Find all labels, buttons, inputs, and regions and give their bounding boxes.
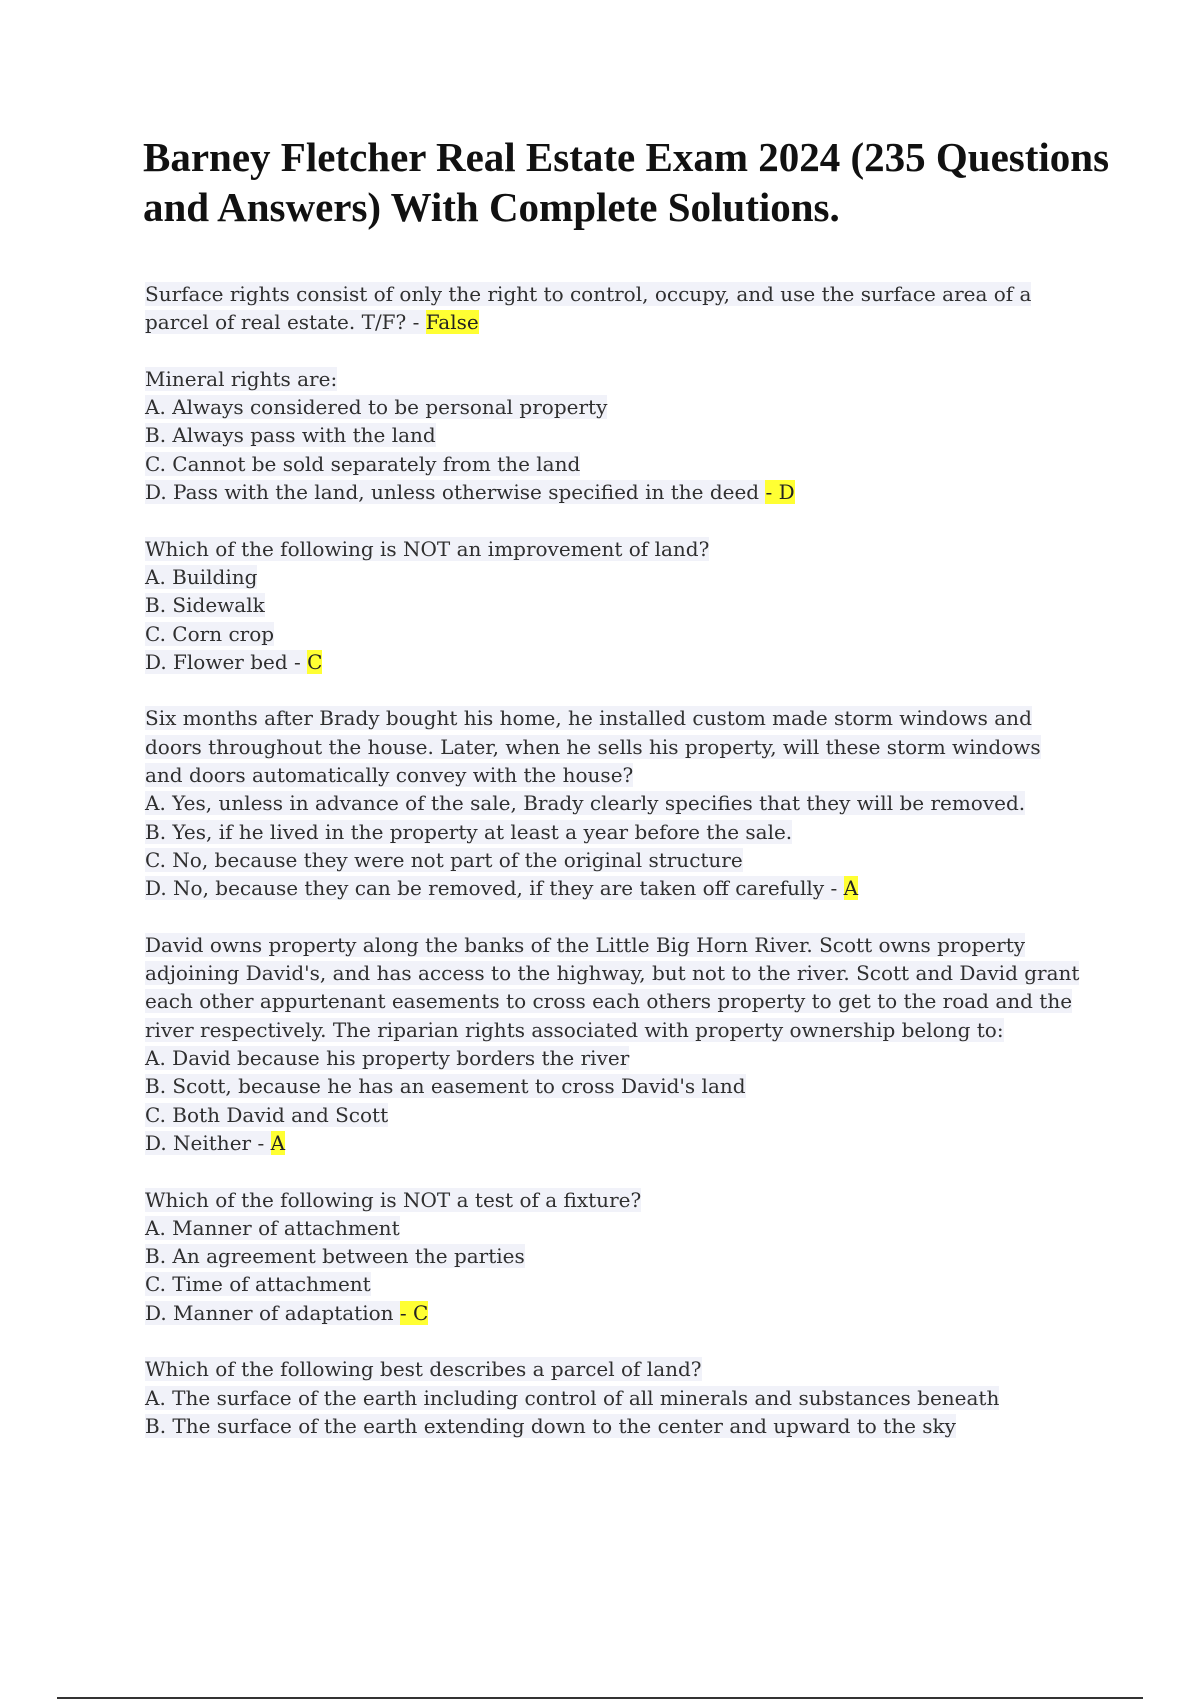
answer-option: D. Neither - A <box>145 1130 286 1155</box>
answer-option: B. The surface of the earth extending down to the center and upward to the sky <box>145 1413 956 1438</box>
title-line: and Answers) With Complete Solutions. <box>143 184 840 230</box>
answer-option: A. The surface of the earth including control of all minerals and substances beneath <box>145 1385 1000 1410</box>
answer-option: D. Manner of adaptation - C <box>145 1300 429 1325</box>
answer-option: D. No, because they can be removed, if they are taken off carefully - A <box>145 876 859 901</box>
answer-option: A. Yes, unless in advance of the sale, Brady clearly specifies that they will be removed. <box>145 791 1026 816</box>
answer-highlight: A <box>843 876 859 901</box>
answer-option: C. No, because they were not part of the original structure <box>145 847 743 872</box>
question-block <box>145 704 1145 902</box>
answer-option: A. David because his property borders the river <box>145 1046 630 1071</box>
answer-option: B. Always pass with the land <box>145 423 436 448</box>
title-line: Barney Fletcher Real Estate Exam 2024 (235 Questions <box>143 134 1110 180</box>
question-line: Six months after Brady bought his home, he installed custom made storm windows and <box>145 706 1032 731</box>
answer-option: A. Building <box>145 564 258 589</box>
question-line: and doors automatically convey with the house? <box>145 763 634 788</box>
answer-option: B. Sidewalk <box>145 593 265 618</box>
question-line: Which of the following is NOT a test of a fixture? <box>145 1187 642 1212</box>
answer-highlight: C <box>307 649 323 674</box>
question-line: Which of the following is NOT an improvement of land? <box>145 536 710 561</box>
question-block <box>145 535 1145 676</box>
answer-option: B. Scott, because he has an easement to cross David's land <box>145 1074 746 1099</box>
question-block <box>145 1355 1145 1440</box>
answer-highlight: A <box>270 1130 286 1155</box>
answer-option: C. Corn crop <box>145 621 275 646</box>
question-line: Mineral rights are: <box>145 366 338 391</box>
question-line: David owns property along the banks of the Little Big Horn River. Scott owns property <box>145 932 1026 957</box>
answer-option: B. An agreement between the parties <box>145 1244 525 1269</box>
question-line: parcel of real estate. T/F? - False <box>145 310 479 335</box>
answer-option: B. Yes, if he lived in the property at least a year before the sale. <box>145 819 793 844</box>
question-line: doors throughout the house. Later, when he sells his property, will these storm windows <box>145 734 1041 759</box>
question-line: Surface rights consist of only the right to control, occupy, and use the surface area of a <box>145 282 1032 306</box>
answer-option: C. Cannot be sold separately from the land <box>145 451 581 476</box>
question-block <box>145 1186 1145 1327</box>
question-line: river respectively. The riparian rights associated with property ownership belong to: <box>145 1017 1004 1042</box>
footer-divider <box>57 1697 1143 1699</box>
question-block <box>145 931 1145 1157</box>
answer-option: A. Manner of attachment <box>145 1215 400 1240</box>
answer-option: A. Always considered to be personal property <box>145 395 608 420</box>
answer-highlight: - C <box>399 1300 429 1325</box>
question-line: Which of the following best describes a parcel of land? <box>145 1357 702 1382</box>
answer-highlight: False <box>425 310 479 335</box>
answer-option: D. Pass with the land, unless otherwise specified in the deed - D <box>145 480 795 505</box>
answer-option: C. Time of attachment <box>145 1272 371 1297</box>
answer-highlight: - D <box>765 480 795 505</box>
question-line: each other appurtenant easements to cross each others property to get to the road and the <box>145 989 1073 1014</box>
answer-option: C. Both David and Scott <box>145 1102 389 1127</box>
question-block <box>145 365 1145 506</box>
question-line: adjoining David's, and has access to the highway, but not to the river. Scott and David grant <box>145 961 1080 986</box>
answer-option: D. Flower bed - C <box>145 649 323 674</box>
document-title <box>143 132 1193 232</box>
question-block <box>145 280 1145 337</box>
question-list <box>145 280 1145 1468</box>
